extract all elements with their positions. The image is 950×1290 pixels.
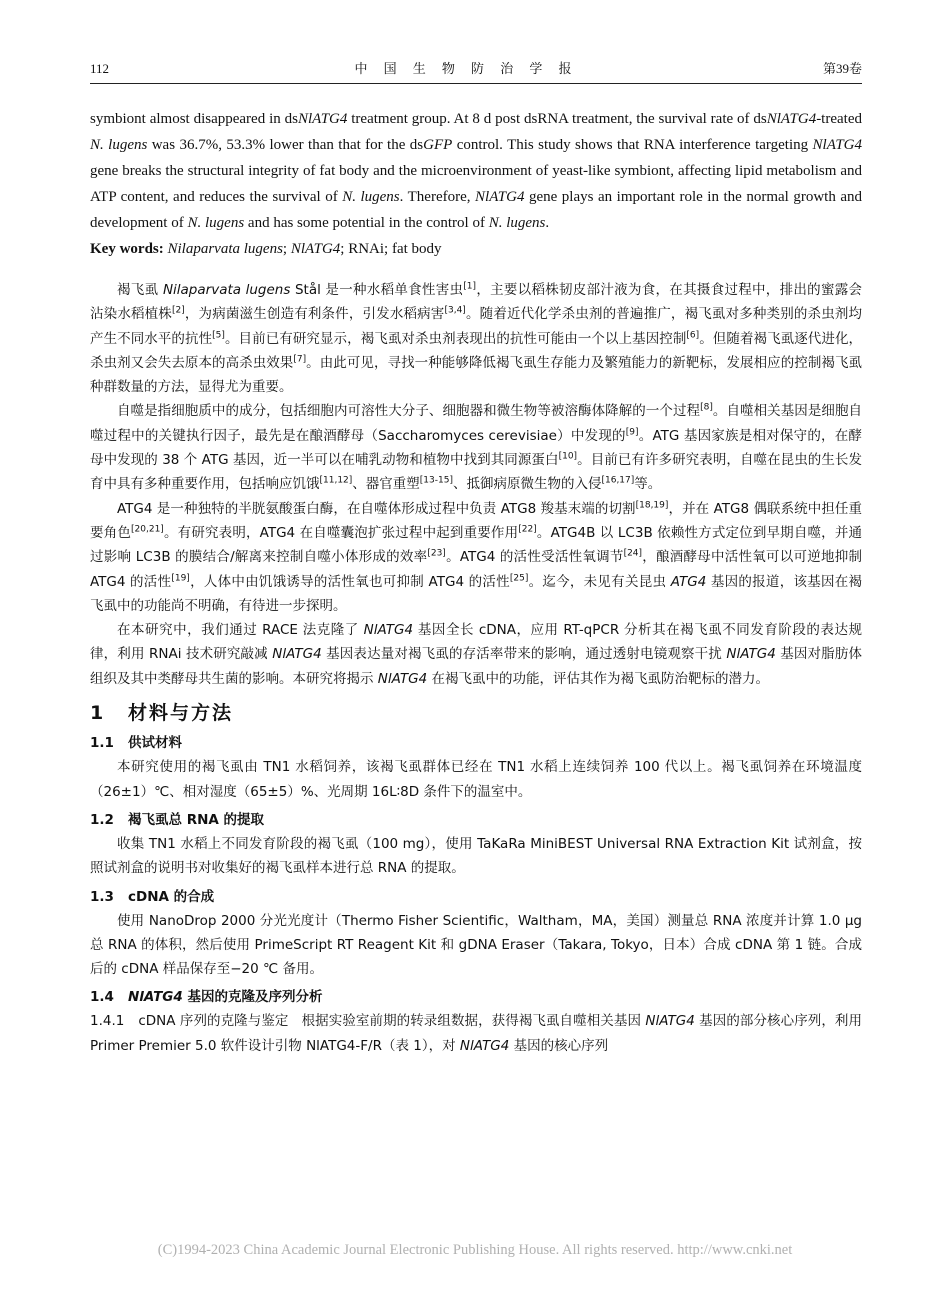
abstract-text: symbiont almost disappeared in dsNlATG4 treatment group. At 8 d post dsRNA treatment, the survival rate of dsNlATG4-treated N. lugens was 36.7%, 53.3% lower than that for the dsGFP control. This study shows that RNA interference targeting NlATG4 gene breaks the structural integrity of fat body and the microenvironment of yeast-like symbiont, affecting lipid metabolism and ATP content, and reduces the survival of N. lugens. Therefore, NlATG4 gene plays an important role in the normal growth and development of N. lugens and has some potential in the control of N. lugens. xyxy=(90,111,862,231)
section-title: 材料与方法 xyxy=(128,702,234,725)
subsection-heading: 1.3 cDNA 的合成 xyxy=(90,888,215,905)
subsection-heading: 1.1 供试材料 xyxy=(90,735,182,752)
subsection-text: 本研究使用的褐飞虱由 TN1 水稻饲养，该褐飞虱群体已经在 TN1 水稻上连续饲养 100 代以上。褐飞虱饲养在环境温度（26±1）℃、相对湿度（65±5）%、光周期 16L∶8D 条件下的温室中。 xyxy=(90,759,862,800)
subsection-text: 收集 TN1 水稻上不同发育阶段的褐飞虱（100 mg），使用 TaKaRa MiniBEST Universal RNA Extraction Kit 试剂盒，按照试剂盒的说明书对收集好的褐飞虱样本进行总 RNA 的提取。 xyxy=(90,835,862,877)
journal-title: 中 国 生 物 防 治 学 报 xyxy=(354,62,578,77)
subsection-text: 使用 NanoDrop 2000 分光光度计（Thermo Fisher Scientific，Waltham，MA，美国）测量总 RNA 浓度并计算 1.0 μg 总 RNA 的体积，然后使用 PrimeScript RT Reagent Kit 和 gDNA Eraser（Takara, Tokyo，日本）合成 cDNA 第 1 链。合成后的 cDNA 样品保存至−20 ℃ 备用。 xyxy=(90,912,862,978)
keywords xyxy=(90,236,862,262)
volume-label: 第39卷 xyxy=(822,61,862,76)
subsection-heading: 1.2 褐飞虱总 RNA 的提取 xyxy=(90,811,265,828)
subsubsection-text: 根据实验室前期的转录组数据，获得褐飞虱自噬相关基因 NlATG4 基因的部分核心序列，利用 Primer Premier 5.0 软件设计引物 NlATG4-F/R（表 1），对 NlATG4 基因的核心序列 xyxy=(90,1013,863,1054)
page-content xyxy=(90,58,862,1058)
page-number: 112 xyxy=(90,61,110,76)
subsubsection-1-4-1 xyxy=(90,1009,862,1058)
copyright-footer: (C)1994-2023 China Academic Journal Electronic Publishing House. All rights reserved. http://www.cnki.net xyxy=(157,1242,793,1258)
subsubsection-title: cDNA 序列的克隆与鉴定 xyxy=(138,1013,289,1030)
keywords-label: Key words: xyxy=(90,241,164,257)
intro-paragraph: ATG4 是一种独特的半胱氨酸蛋白酶，在自噬体形成过程中负责 ATG8 羧基末端的切割[18,19]，并在 ATG8 偶联系统中担任重要角色[20,21]。有研究表明，ATG4 在自噬囊泡扩张过程中起到重要作用[22]。ATG4B 以 LC3B 依赖性方式定位到早期自噬，并通过影响 LC3B 的膜结合/解离来控制自噬小体形成的效率[23]。ATG4 的活性受活性氧调节[24]，酿酒酵母中活性氧可以可逆地抑制 ATG4 的活性[19]，人体中由饥饿诱导的活性氧也可抑制 ATG4 的活性[25]。迄今，未见有关昆虫 ATG4 基因的报道，该基因在褐飞虱中的功能尚不明确，有待进一步探明。 xyxy=(90,500,863,614)
keywords-list: Nilaparvata lugens; NlATG4; RNAi; fat body xyxy=(167,241,442,257)
intro-paragraph: 褐飞虱 Nilaparvata lugens Stål 是一种水稻单食性害虫[1]，主要以稻株韧皮部汁液为食，在其摄食过程中，排出的蜜露会沾染水稻植株[2]，为病菌滋生创造有利条件，引发水稻病害[3,4]。随着近代化学杀虫剂的普遍推广，褐飞虱对多种类别的杀虫剂均产生不同水平的抗性[5]。目前已有研究显示，褐飞虱对杀虫剂表现出的抗性可能由一个以上基因控制[6]。但随着褐飞虱逐代进化，杀虫剂又会失去原本的高杀虫效果[7]。由此可见，寻找一种能够降低褐飞虱生存能力及繁殖能力的新靶标，发展相应的控制褐飞虱种群数量的方法，显得尤为重要。 xyxy=(90,281,863,396)
section-heading xyxy=(90,701,862,725)
intro-paragraph: 在本研究中，我们通过 RACE 法克隆了 NlATG4 基因全长 cDNA，应用 RT-qPCR 分析其在褐飞虱不同发育阶段的表达规律，利用 RNAi 技术研究敲减 NlATG4 基因表达量对褐飞虱的存活率带来的影响，通过透射电镜观察干扰 NlATG4 基因对脂肪体组织及其中类酵母共生菌的影响。本研究将揭示 NlATG4 在褐飞虱中的功能，评估其作为褐飞虱防治靶标的潜力。 xyxy=(90,622,862,687)
subsection-heading: 1.4 NlATG4 基因的克隆及序列分析 xyxy=(90,989,323,1006)
running-header xyxy=(90,58,862,84)
intro-paragraph: 自噬是指细胞质中的成分，包括细胞内可溶性大分子、细胞器和微生物等被溶酶体降解的一个过程[8]。自噬相关基因是细胞自噬过程中的关键执行因子，最先是在酿酒酵母（Saccharomyces cerevisiae）中发现的[9]。ATG 基因家族是相对保守的，在酵母中发现的 38 个 ATG 基因，近一半可以在哺乳动物和植物中找到其同源蛋白[10]。目前已有许多研究表明，自噬在昆虫的生长发育中具有多种重要作用，包括响应饥饿[11,12]、器官重塑[13-15]、抵御病原微生物的入侵[16,17]等。 xyxy=(90,402,863,493)
section-number: 1 xyxy=(90,702,106,725)
introduction xyxy=(90,278,862,1058)
subsubsection-number: 1.4.1 xyxy=(90,1013,125,1030)
